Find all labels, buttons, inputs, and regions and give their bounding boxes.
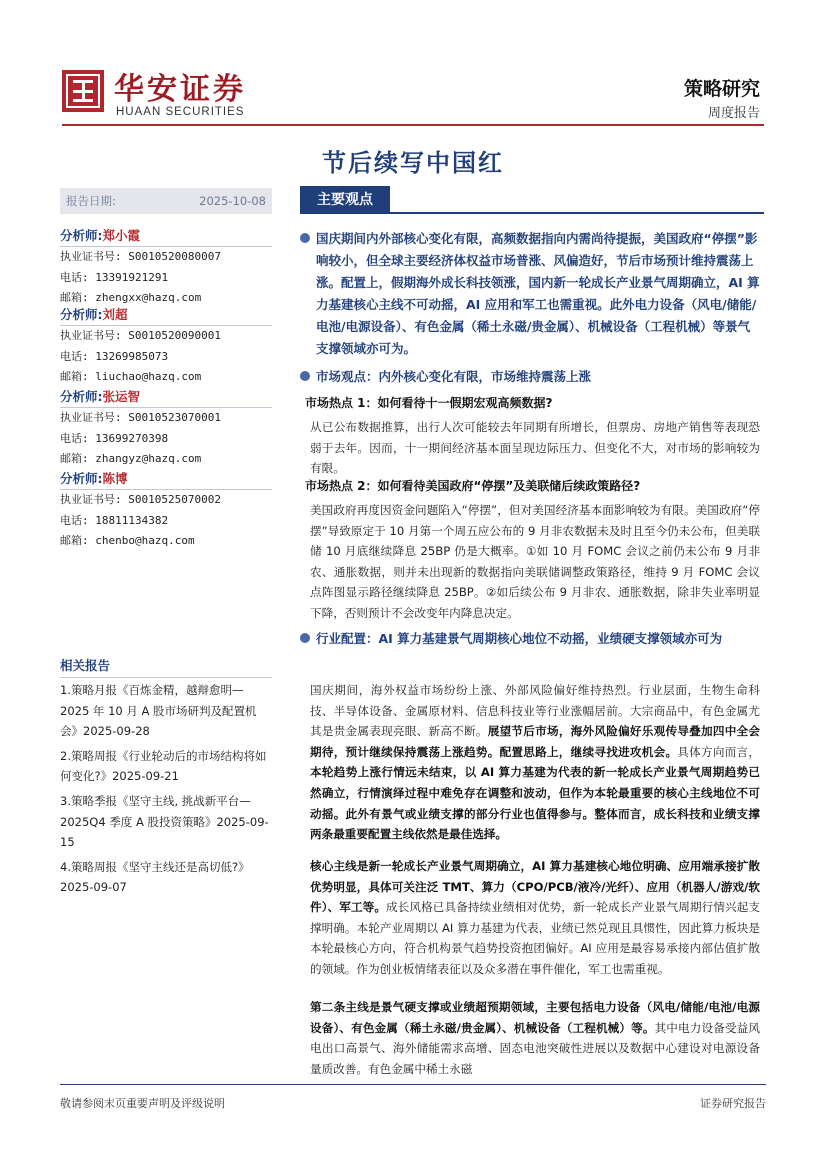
related-report-item[interactable]: 4.策略周报《坚守主线还是高切低?》2025-09-07 bbox=[60, 859, 250, 895]
paragraph-text: 国庆期间，海外权益市场纷纷上涨、外部风险偏好维持热烈。行业层面，生物生命科技、半导体设备、金属原材料、信息科技业等行业涨幅居前。大宗商品中，有色金属尤其是贵金属表现亮眼、新高不断。 bbox=[310, 683, 760, 739]
paragraph-text: 其中电力设备受益风电出口高景气、海外储能需求高增、固态电池突破性进展以及数据中心建设对电源设备量质改善。有色金属中稀土永磁 bbox=[310, 1020, 760, 1076]
analyst-card bbox=[60, 387, 272, 470]
report-subtype: 周度报告 bbox=[707, 106, 760, 121]
hot-topic-1-text: 从已公布数据推算，出行人次可能较去年同期有所增长，但票房、房地产销售等表现恐弱于去年。因而，十一期间经济基本面呈现边际压力、但变化不大，对市场的影响较为有限。 bbox=[310, 420, 760, 476]
brand-english: HUAAN SECURITIES bbox=[116, 106, 245, 118]
analyst-license: 执业证书号: S0010520080007 bbox=[60, 250, 221, 263]
analyst-email[interactable]: 邮箱: zhengxx@hazq.com bbox=[60, 291, 202, 304]
analyst-name: 刘超 bbox=[102, 307, 128, 322]
analyst-role: 分析师: bbox=[60, 307, 103, 322]
key-point-text: 国庆期间内外部核心变化有限，高频数据指向内需尚待提振，美国政府“停摆”影响较小，但全球主要经济体权益市场普涨、风偏造好，节后市场预计维持震荡上涨。配置上，假期海外成长科技领涨，国内新一轮成长产业景气周期确立，AI 算力基建核心主线不可动摇，AI 应用和军工也需重视。此外电力设备（风电/储能/电池/电源设备）、有色金属（稀土永磁/贵金属）、机械设备（工程机械）等景气支撑领域亦可为。 bbox=[316, 231, 760, 356]
key-point-text: 市场观点：内外核心变化有限，市场维持震荡上涨 bbox=[316, 369, 592, 384]
analyst-role: 分析师: bbox=[60, 471, 103, 486]
page-title: 节后续写中国红 bbox=[322, 148, 504, 177]
analyst-name-row bbox=[60, 305, 272, 326]
header-divider bbox=[62, 124, 764, 126]
company-logo bbox=[62, 70, 104, 112]
analyst-name: 郑小霞 bbox=[102, 228, 141, 243]
analyst-phone: 电话: 18811134382 bbox=[60, 513, 169, 527]
analyst-email[interactable]: 邮箱: liuchao@hazq.com bbox=[60, 370, 202, 383]
analyst-email[interactable]: 邮箱: zhangyz@hazq.com bbox=[60, 452, 202, 465]
analyst-card bbox=[60, 305, 272, 388]
related-reports-title: 相关报告 bbox=[60, 655, 272, 678]
paragraph-outlook bbox=[310, 680, 760, 845]
analyst-role: 分析师: bbox=[60, 389, 103, 404]
analyst-email[interactable]: 邮箱: chenbo@hazq.com bbox=[60, 534, 195, 547]
bullet-icon bbox=[300, 371, 310, 381]
analyst-name-row bbox=[60, 469, 272, 490]
analyst-name-row bbox=[60, 387, 272, 408]
bullet-icon bbox=[300, 633, 310, 643]
analyst-card bbox=[60, 226, 272, 309]
analyst-phone: 电话: 13269985073 bbox=[60, 349, 169, 363]
analyst-name: 张运智 bbox=[102, 389, 141, 404]
hot-topic-2-text: 美国政府再度因资金问题陷入“停摆”，但对美国经济基本面影响较为有限。美国政府“停摆”导致原定于 10 月第一个周五应公布的 9 月非农数据未及时且至今仍未公布，但美联储 10 月底继续降息 25BP 仍是大概率。①如 10 月 FOMC 会议之前仍未公布 9 月非农、通胀数据，则并未出现新的数据指向美联储调整政策路径，维持 9 月 FOMC 会议点阵图显示路径继续降息 25BP。②如后续公布 9 月非农、通胀数据，除非失业率明显下降，否则预计不会改变年内降息决定。 bbox=[310, 503, 760, 620]
paragraph-emphasis: 本轮趋势上涨行情远未结束，以 AI 算力基建为代表的新一轮成长产业景气周期趋势已然确立，行情演绎过程中难免存在调整和波动，但作为本轮最重要的核心主线地位不可动摇。此外有景气或业绩支撑的部分行业也值得参与。整体而言，成长科技和业绩支撑两条最重要配置主线依然是最佳选择。 bbox=[310, 765, 760, 842]
analyst-name-row bbox=[60, 226, 272, 247]
report-date-label: 报告日期: bbox=[66, 194, 116, 208]
paragraph-second-theme bbox=[310, 997, 760, 1079]
report-date-bar bbox=[60, 188, 272, 214]
paragraph-emphasis: 展望节后市场，海外风险偏好乐观传导叠加四中全会期待，预计继续保持震荡上涨趋势。配置思路上，继续寻找进攻机会。 bbox=[310, 724, 760, 759]
footer-divider bbox=[60, 1084, 766, 1085]
key-point-summary bbox=[300, 228, 760, 360]
analyst-phone: 电话: 13391921291 bbox=[60, 270, 169, 284]
hot-topic-1-title: 市场热点 1：如何看待十一假期宏观高频数据? bbox=[305, 396, 553, 410]
paragraph-text: 具体方向而言， bbox=[677, 744, 760, 759]
main-section-title: 主要观点 bbox=[300, 186, 390, 214]
paragraph-emphasis: 核心主线是新一轮成长产业景气周期确立，AI 算力基建核心地位明确、应用端承接扩散优势明显，具体可关注泛 TMT、算力（CPO/PCB/液冷/光纤）、应用（机器人/游戏/软件）、军工等。 bbox=[310, 859, 760, 915]
paragraph-emphasis: 第二条主线是景气硬支撑或业绩超预期领域，主要包括电力设备（风电/储能/电池/电源设备）、有色金属（稀土永磁/贵金属）、机械设备（工程机械）等。 bbox=[310, 1000, 760, 1035]
analyst-name: 陈博 bbox=[102, 471, 128, 486]
hot-topic-2-title: 市场热点 2：如何看待美国政府“停摆”及美联储后续政策路径? bbox=[305, 479, 641, 493]
key-point-text: 行业配置：AI 算力基建景气周期核心地位不动摇，业绩硬支撑领域亦可为 bbox=[316, 631, 723, 646]
analyst-card bbox=[60, 469, 272, 552]
main-section-header bbox=[300, 186, 764, 214]
footer-label: 证券研究报告 bbox=[700, 1097, 766, 1110]
analyst-role: 分析师: bbox=[60, 228, 103, 243]
paragraph-core-theme bbox=[310, 856, 760, 980]
main-section-rule bbox=[390, 212, 764, 214]
analyst-license: 执业证书号: S0010523070001 bbox=[60, 411, 221, 424]
related-reports-list bbox=[60, 680, 272, 902]
key-point-market bbox=[300, 366, 760, 388]
report-type: 策略研究 bbox=[683, 78, 760, 100]
paragraph-text: 成长风格已具备持续业绩相对优势，新一轮成长产业景气周期行情兴起支撑明确。本轮产业周期以 AI 算力基建为代表，业绩已然兑现且具惯性，因此算力板块是本轮最核心方向，符合机构景气趋势投资抱团偏好。AI 应用是最容易承接内部估值扩散的领域。作为创业板情绪表征以及众多潜在事件催化，军工也需重视。 bbox=[310, 900, 760, 976]
related-report-item[interactable]: 3.策略季报《坚守主线, 挑战新平台—2025Q4 季度 A 股投资策略》2025-09-15 bbox=[60, 793, 269, 850]
report-date-value: 2025-10-08 bbox=[199, 194, 266, 208]
bullet-icon bbox=[300, 233, 310, 243]
analyst-phone: 电话: 13699270398 bbox=[60, 431, 169, 445]
related-report-item[interactable]: 2.策略周报《行业轮动后的市场结构将如何变化?》2025-09-21 bbox=[60, 748, 267, 784]
analyst-license: 执业证书号: S0010520090001 bbox=[60, 329, 221, 342]
related-report-item[interactable]: 1.策略月报《百炼金精，越辩愈明—2025 年 10 月 A 股市场研判及配置机会》2025-09-28 bbox=[60, 683, 257, 739]
brand-name: 华安证券 bbox=[114, 72, 246, 107]
footer-disclaimer: 敬请参阅末页重要声明及评级说明 bbox=[60, 1097, 225, 1110]
analyst-license: 执业证书号: S0010525070002 bbox=[60, 493, 221, 506]
key-point-sector bbox=[300, 628, 760, 650]
